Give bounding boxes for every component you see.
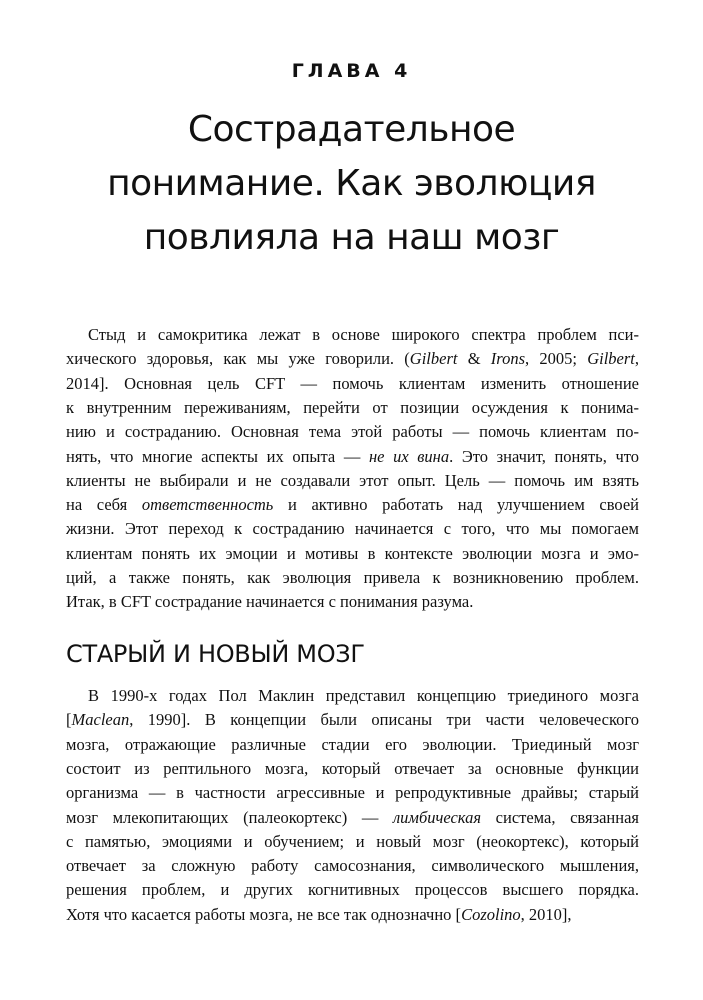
text-run: состоит из рептильного мозга, который отвечает за основные функции [66, 758, 639, 778]
text-run: клиенты не выбирали и не создавали этот опыт. Цель — помочь им взять [66, 470, 639, 490]
text-line [66, 708, 639, 732]
text-line [66, 493, 639, 517]
chapter-title [60, 103, 643, 265]
text-line [66, 566, 639, 590]
italic-text: не их вина [368, 446, 450, 466]
text-line [66, 396, 639, 420]
text-line [66, 854, 639, 878]
text-line [88, 684, 639, 708]
italic-text: лимбическая [392, 807, 482, 827]
text-line [66, 806, 639, 830]
text-run: В 1990-х годах Пол Маклин представил концепцию триединого мозга [88, 686, 639, 705]
text-run: на себя [66, 495, 142, 515]
text-run: & [457, 349, 491, 369]
text-run: отвечает за сложную работу самосознания, символического мышления, [66, 856, 639, 876]
text-run: с памятью, эмоциями и обучением; и новый мозг (неокортекс), который [66, 831, 639, 851]
text-line [66, 590, 639, 614]
chapter-label: ГЛАВА 4 [291, 60, 412, 82]
chapter-title-line: понимание. Как эволюция [107, 163, 596, 204]
text-run: , 2010], [520, 904, 572, 924]
italic-text: Cozolino [461, 904, 521, 924]
text-line [66, 420, 639, 444]
text-run: хического здоровья, как мы уже говорили. ( [66, 349, 410, 369]
chapter-title-line: Сострадательное [187, 109, 516, 150]
text-line [88, 323, 639, 347]
text-line [66, 517, 639, 541]
text-run: ций, а также понять, как эволюция привела к возникновению проблем. [66, 568, 639, 587]
text-line [66, 469, 639, 493]
italic-text: Irons [490, 349, 525, 369]
text-line [66, 733, 639, 757]
text-line [66, 372, 639, 396]
text-run: и активно работать над улучшением своей [273, 495, 640, 515]
text-run: организма — в частности агрессивные и репродуктивные драйвы; старый [66, 783, 639, 803]
italic-text: Maclean [71, 710, 130, 730]
text-line [66, 757, 639, 781]
text-run: Итак, в CFT сострадание начинается с понимания разума. [66, 592, 474, 612]
text-run: решения проблем, и других когнитивных процессов высшего порядка. [66, 880, 639, 900]
italic-text: ответственность [141, 495, 274, 515]
text-run: жизни. Этот переход к состраданию начинается с того, что мы помогаем [66, 519, 639, 539]
text-run: мозга, отражающие различные стадии его эволюции. Триединый мозг [66, 734, 639, 754]
text-line [66, 445, 639, 469]
italic-text: Gilbert [587, 349, 635, 369]
text-run: клиентам понять их эмоции и мотивы в контексте эволюции мозга и эмо- [66, 543, 639, 563]
text-run: нять, что многие аспекты их опыта — [66, 446, 369, 466]
text-run: Стыд и самокритика лежат в основе широкого спектра проблем пси- [88, 325, 639, 344]
text-line [66, 903, 639, 927]
text-line [66, 542, 639, 566]
italic-text: Gilbert [409, 349, 458, 369]
text-run: , 2005; [525, 349, 588, 369]
text-run: к внутренним переживаниям, перейти от позиции осуждения к понима- [66, 397, 639, 417]
text-run: . Это значит, понять, что [449, 446, 639, 466]
text-run: [ [66, 710, 72, 730]
text-run: мозг млекопитающих (палеокортекс) — [66, 807, 393, 827]
text-line [66, 347, 639, 371]
text-run: , [634, 349, 639, 369]
chapter-title-line: повлияла на наш мозг [143, 217, 560, 258]
text-run: нию и состраданию. Основная тема этой работы — помочь клиентам по- [66, 422, 639, 442]
text-run: , 1990]. В концепции были описаны три части человеческого [129, 710, 639, 730]
section-heading: СТАРЫЙ И НОВЫЙ МОЗГ [66, 640, 365, 668]
text-line [66, 781, 639, 805]
text-run: 2014]. Основная цель CFT — помочь клиентам изменить отношение [66, 373, 639, 393]
text-run: система, связанная [481, 807, 639, 827]
text-run: Хотя что касается работы мозга, не все так однозначно [ [66, 904, 462, 924]
text-line [66, 830, 639, 854]
text-line [66, 878, 639, 902]
